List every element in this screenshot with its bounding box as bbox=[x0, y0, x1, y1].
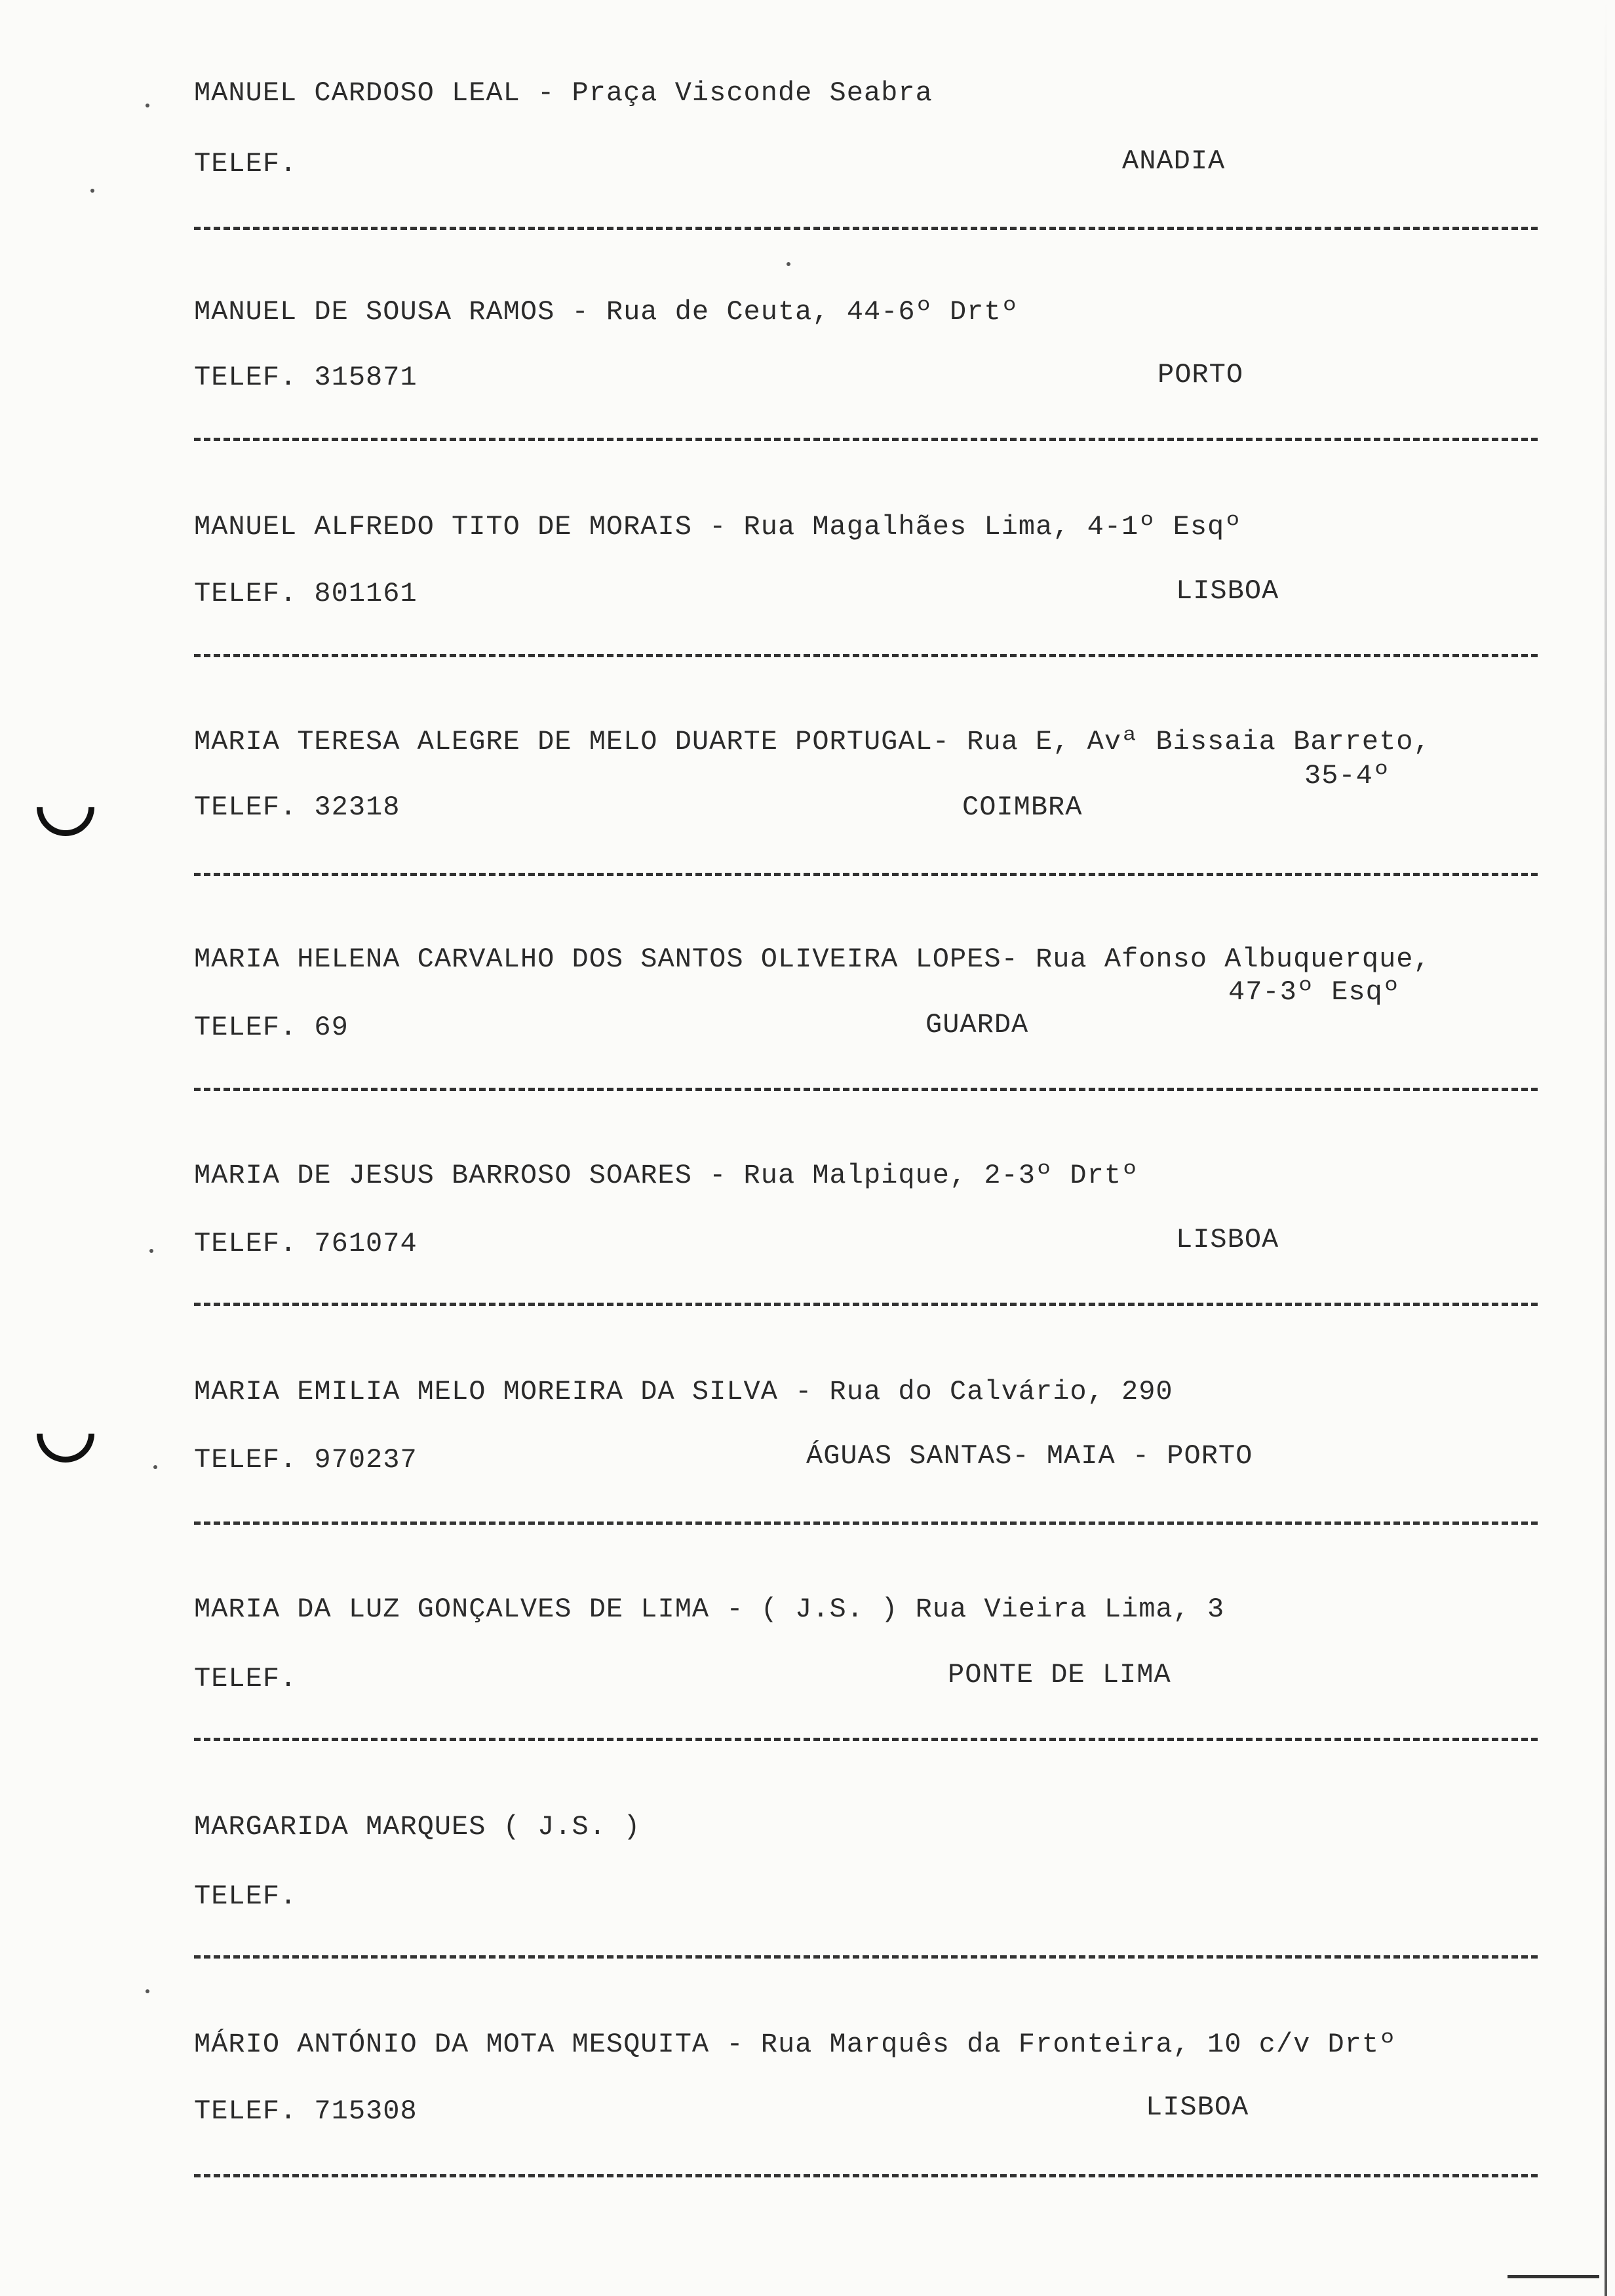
entry-name-line: MARIA DA LUZ GONÇALVES DE LIMA - ( J.S. ) Rua Vieira Lima, 3 bbox=[194, 1594, 1225, 1625]
entry-telef: TELEF. 970237 bbox=[194, 1444, 418, 1476]
separator-line bbox=[194, 1303, 1538, 1306]
punch-hole-mark bbox=[25, 1393, 106, 1474]
separator-line bbox=[194, 654, 1538, 657]
entry-telef: TELEF. 69 bbox=[194, 1012, 349, 1043]
entry-city: COIMBRA bbox=[962, 792, 1083, 823]
entry-name-line: MANUEL CARDOSO LEAL - Praça Visconde Seabra bbox=[194, 77, 933, 109]
entry-name-line: MARIA DE JESUS BARROSO SOARES - Rua Malpique, 2-3º Drtº bbox=[194, 1160, 1139, 1191]
entry-telef: TELEF. bbox=[194, 1881, 298, 1912]
entry-name-line: MARGARIDA MARQUES ( J.S. ) bbox=[194, 1811, 641, 1843]
page-edge-shadow bbox=[1605, 0, 1607, 2296]
entry-city: LISBOA bbox=[1146, 2092, 1249, 2123]
punch-hole-mark bbox=[25, 767, 106, 848]
separator-line bbox=[194, 1088, 1538, 1091]
entry-city: LISBOA bbox=[1176, 1224, 1279, 1255]
separator-line bbox=[194, 2174, 1538, 2177]
separator-line bbox=[194, 227, 1538, 230]
entry-city: LISBOA bbox=[1176, 575, 1279, 607]
entry-city: ÁGUAS SANTAS- MAIA - PORTO bbox=[806, 1440, 1253, 1472]
entry-name-line: MANUEL DE SOUSA RAMOS - Rua de Ceuta, 44-6º Drtº bbox=[194, 296, 1019, 328]
separator-line bbox=[194, 1955, 1538, 1959]
entry-name-line: MANUEL ALFREDO TITO DE MORAIS - Rua Magalhães Lima, 4-1º Esqº bbox=[194, 511, 1242, 543]
scan-speck bbox=[149, 1249, 153, 1253]
entry-telef: TELEF. 761074 bbox=[194, 1228, 418, 1259]
scan-speck bbox=[787, 262, 790, 266]
entry-city: ANADIA bbox=[1122, 145, 1226, 177]
separator-line bbox=[194, 1738, 1538, 1741]
entry-telef: TELEF. 32318 bbox=[194, 792, 400, 823]
entry-name-line: MARIA TERESA ALEGRE DE MELO DUARTE PORTUGAL- Rua E, Avª Bissaia Barreto, bbox=[194, 726, 1431, 757]
entry-address-continuation: 35-4º bbox=[1304, 760, 1391, 792]
scan-speck bbox=[146, 104, 149, 107]
entry-telef: TELEF. 715308 bbox=[194, 2095, 418, 2127]
entry-name-line: MARIA HELENA CARVALHO DOS SANTOS OLIVEIRA LOPES- Rua Afonso Albuquerque, bbox=[194, 944, 1431, 975]
entry-telef: TELEF. 315871 bbox=[194, 362, 418, 393]
separator-line bbox=[194, 1521, 1538, 1525]
entry-name-line: MÁRIO ANTÓNIO DA MOTA MESQUITA - Rua Marquês da Fronteira, 10 c/v Drtº bbox=[194, 2029, 1397, 2060]
separator-line bbox=[194, 438, 1538, 441]
scan-speck bbox=[90, 189, 94, 193]
entry-telef: TELEF. bbox=[194, 1663, 298, 1694]
entry-city: GUARDA bbox=[925, 1009, 1029, 1041]
entry-name-line: MARIA EMILIA MELO MOREIRA DA SILVA - Rua do Calvário, 290 bbox=[194, 1376, 1173, 1407]
entry-address-continuation: 47-3º Esqº bbox=[1228, 976, 1401, 1008]
scan-speck bbox=[153, 1465, 157, 1469]
page-corner-mark bbox=[1508, 2275, 1599, 2278]
entry-city: PORTO bbox=[1158, 359, 1244, 391]
entry-telef: TELEF. 801161 bbox=[194, 578, 418, 609]
entry-telef: TELEF. bbox=[194, 148, 298, 180]
separator-line bbox=[194, 873, 1538, 876]
scan-speck bbox=[146, 1989, 149, 1993]
entry-city: PONTE DE LIMA bbox=[948, 1659, 1171, 1691]
